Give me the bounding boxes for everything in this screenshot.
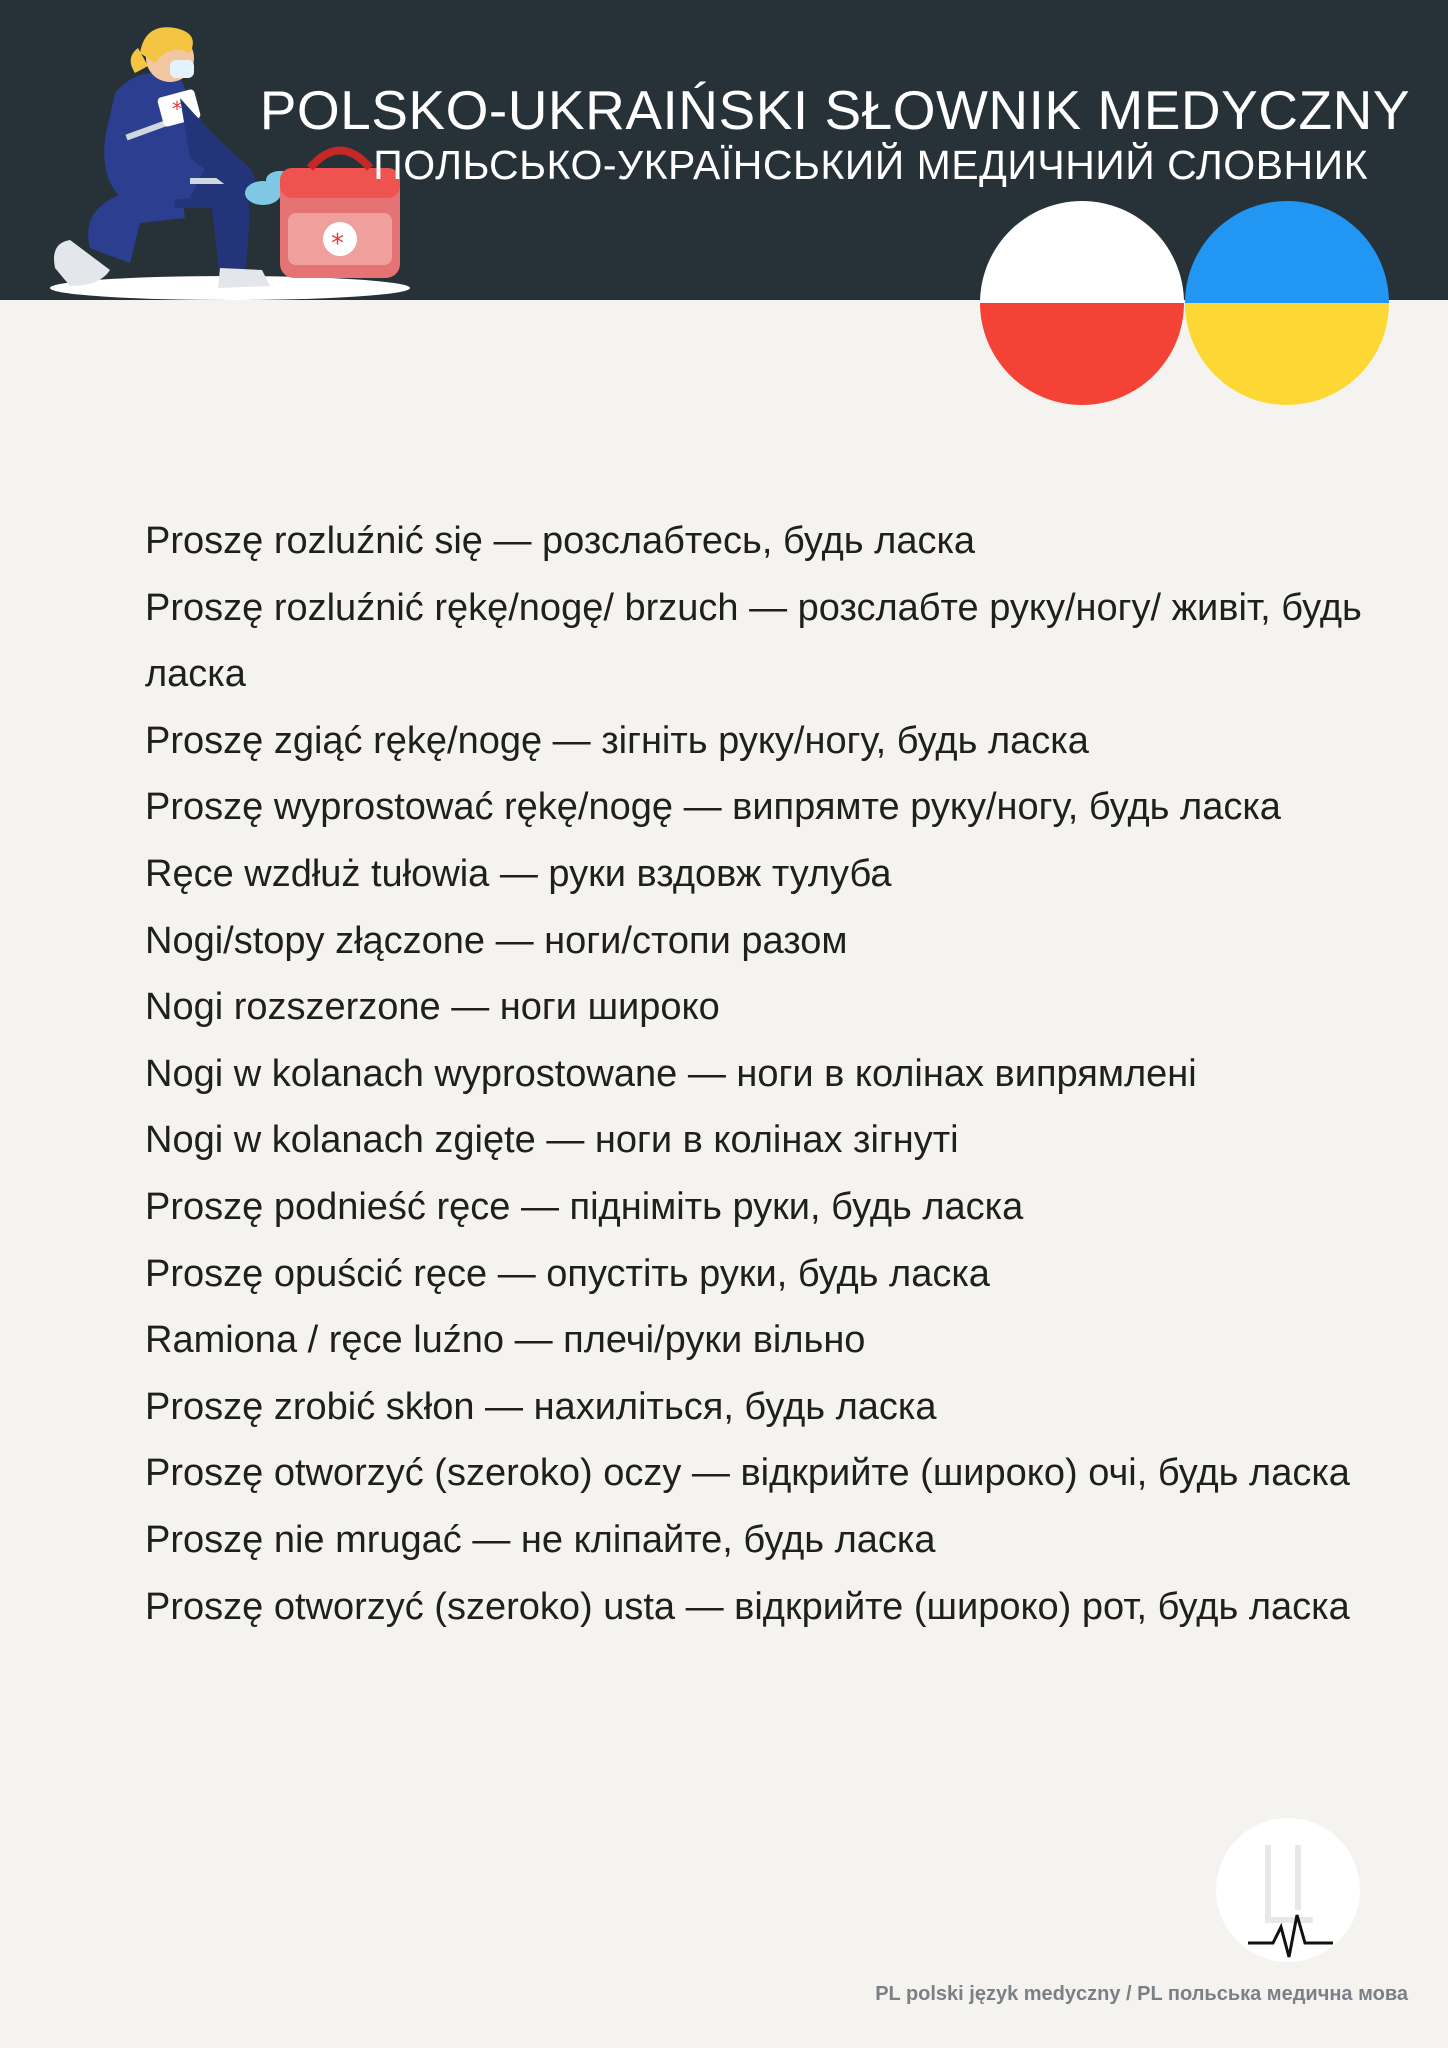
phrase-item: Proszę otworzyć (szeroko) oczy — відкрийте (широко) очі, будь ласка [145,1452,1350,1495]
phrase-item: Nogi w kolanach wyprostowane — ноги в колінах випрямлені [145,1052,1197,1095]
phrase-item: Proszę wyprostować rękę/nogę — випрямте руку/ногу, будь ласка [145,786,1281,829]
phrase-item: Nogi w kolanach zgięte — ноги в колінах зігнуті [145,1119,959,1162]
phrase-list [145,508,1375,1640]
svg-text:*: * [331,229,344,259]
phrase-item: Proszę zgiąć rękę/nogę — зігніть руку/ногу, будь ласка [145,719,1089,762]
phrase-item: Proszę otworzyć (szeroko) usta — відкрийте (широко) рот, будь ласка [145,1585,1350,1628]
paramedic-with-medical-bag-icon [40,18,420,303]
phrase-item: Proszę podnieść ręce — підніміть руки, будь ласка [145,1185,1024,1228]
title-ukrainian: ПОЛЬСЬКО-УКРАЇНСЬКИЙ МЕДИЧНИЙ СЛОВНИК [373,142,1368,188]
pl-heartbeat-logo-icon [1213,1815,1363,1965]
phrase-item: Proszę nie mrugać — не кліпайте, будь ласка [145,1518,936,1561]
phrase-item: Nogi rozszerzone — ноги широко [145,986,720,1029]
phrase-item: Proszę rozluźnić rękę/nogę/ brzuch — розслабте руку/ногу/ живіт, будь ласка [145,586,1362,696]
phrase-item: Ramiona / ręce luźno — плечі/руки вільно [145,1319,866,1362]
phrase-item: Ręce wzdłuż tułowia — руки вздовж тулуба [145,852,892,895]
footer-credit: PL polski język medyczny / PL польська медична мова [875,1983,1408,2005]
poland-flag-icon [979,200,1185,406]
phrase-item: Proszę zrobić skłon — нахиліться, будь ласка [145,1385,937,1428]
svg-text:*: * [172,97,182,121]
title-polish: POLSKO-UKRAIŃSKI SŁOWNIK MEDYCZNY [259,79,1410,141]
phrase-item: Nogi/stopy złączone — ноги/стопи разом [145,919,848,962]
phrase-item: Proszę opuścić ręce — опустіть руки, будь ласка [145,1252,990,1295]
phrase-item: Proszę rozluźnić się — розслабтесь, будь ласка [145,520,976,562]
ukraine-flag-icon [1184,200,1390,406]
